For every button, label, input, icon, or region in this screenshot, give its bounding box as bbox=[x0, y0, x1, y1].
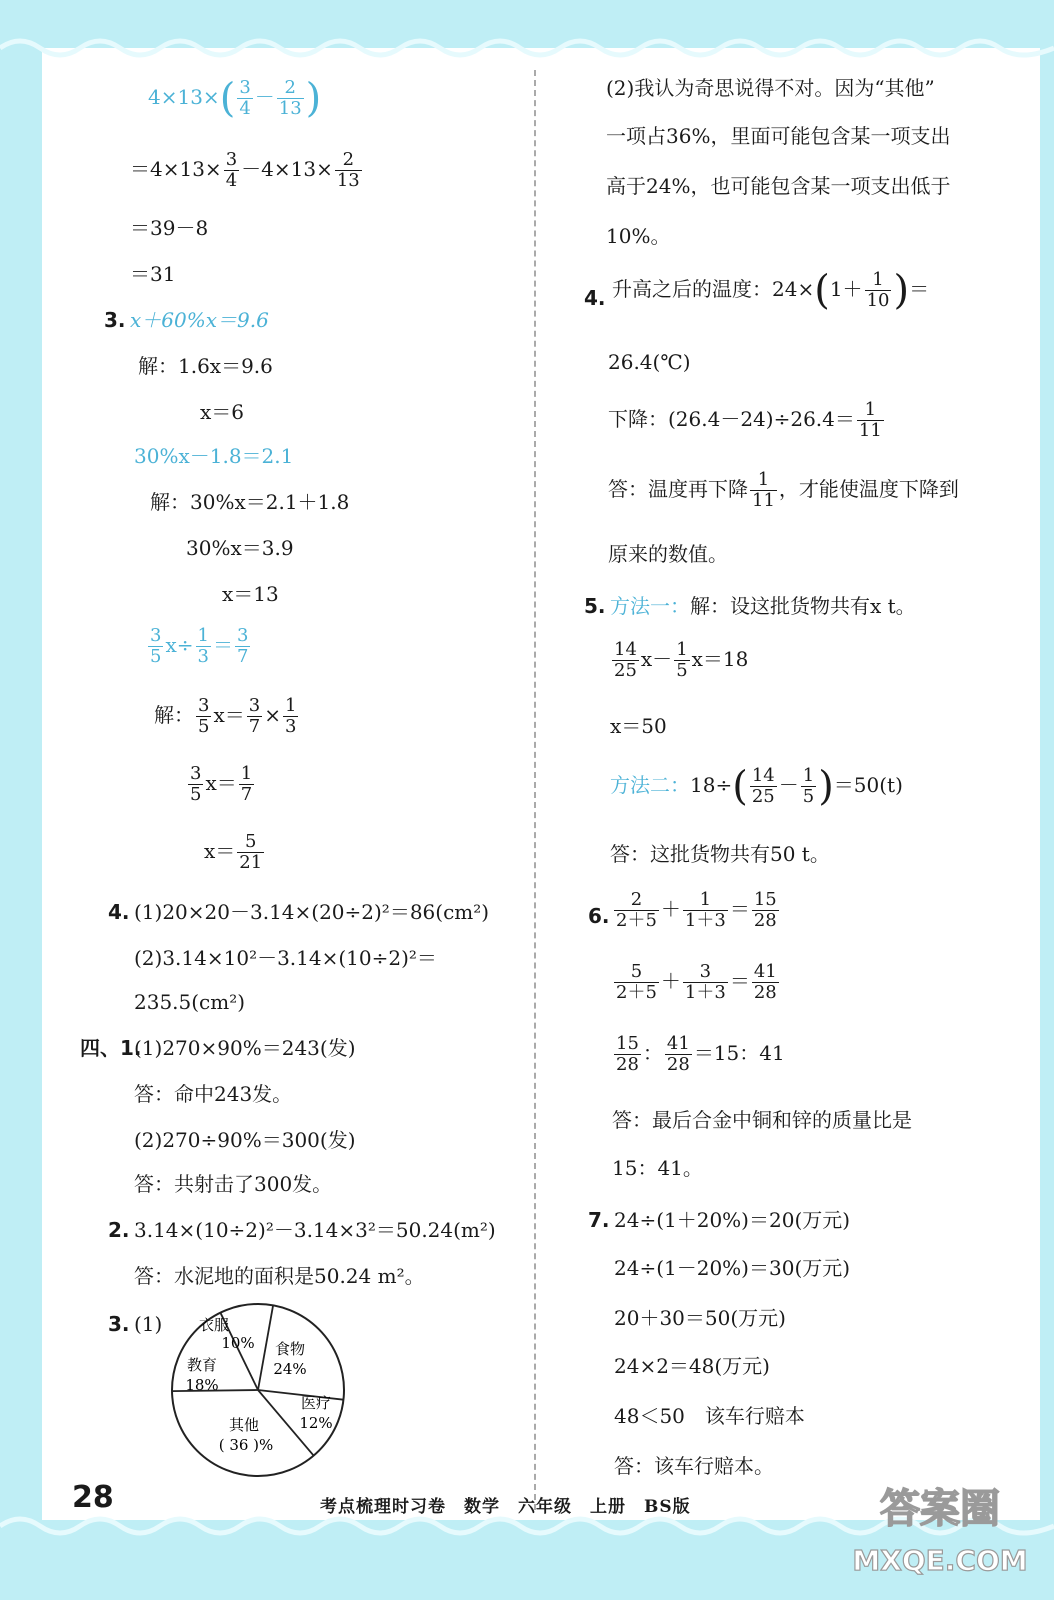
q3-equation-2: 30%x－1.8＝2.1 bbox=[134, 444, 294, 468]
q3-eq3-step-2: $\frac{3}{5}$ x＝ $\frac{1}{7}$ bbox=[190, 763, 253, 805]
q3-eq3-step-3: x＝ $\frac{5}{21}$ bbox=[204, 831, 263, 873]
expense-pie-chart bbox=[168, 1300, 348, 1480]
r-q7-a: 24÷(1＋20%)＝20(万元) bbox=[614, 1208, 851, 1232]
r-q6-b: $\frac{5}{2+5}$ ＋ $\frac{3}{1+3}$ ＝ $\frac{41}{28}$ bbox=[616, 961, 777, 1003]
q2-step-2: ＝39－8 bbox=[130, 216, 209, 240]
q3-equation-3: $\frac{3}{5}$ x÷ $\frac{1}{3}$ ＝ $\frac{3}{7}$ bbox=[150, 625, 249, 667]
pie-pct-food: 24% bbox=[273, 1360, 307, 1378]
r-q4-line-b: 26.4(℃) bbox=[608, 350, 691, 374]
s4-q3-label: 3. bbox=[108, 1312, 130, 1336]
r-q6-label: 6. bbox=[588, 904, 610, 928]
s4-q2-label: 2. bbox=[108, 1218, 130, 1242]
r-q7-f: 答：该车行赔本。 bbox=[614, 1454, 774, 1478]
s4-q2-b: 答：水泥地的面积是50.24 m²。 bbox=[134, 1264, 425, 1288]
q2-step-1: ＝4×13× $\frac{3}{4}$ －4×13× $\frac{2}{13}$ bbox=[130, 149, 360, 191]
r-q5-answer: 答：这批货物共有50 t。 bbox=[610, 842, 830, 866]
r-q4-line-a: 升高之后的温度：24×(1＋ $\frac{1}{10}$ )＝ bbox=[612, 267, 930, 314]
page-number: 28 bbox=[72, 1480, 114, 1515]
r-q4-label: 4. bbox=[584, 286, 606, 310]
footer-title: 考点梳理时习卷 数学 六年级 上册 BS版 bbox=[320, 1497, 691, 1517]
r-q5-method-1: 方法一：解：设这批货物共有x t。 bbox=[610, 594, 916, 618]
r-text-3: 高于24%，也可能包含某一项支出低于 bbox=[606, 174, 951, 198]
r-q7-b: 24÷(1－20%)＝30(万元) bbox=[614, 1256, 851, 1280]
pie-label-medical: 医疗 bbox=[300, 1394, 332, 1412]
pie-label-clothing: 衣服 bbox=[198, 1316, 230, 1334]
pie-pct-other: ( 36 )% bbox=[218, 1436, 274, 1454]
q3-eq3-step-1: 解： $\frac{3}{5}$ x＝ $\frac{3}{7}$ × $\frac{1}{3}$ bbox=[154, 695, 297, 737]
r-text-4: 10%。 bbox=[606, 224, 671, 248]
q3-eq2-step-3: x＝13 bbox=[222, 582, 279, 606]
pie-label-other: 其他 bbox=[228, 1416, 260, 1434]
q4-label: 4. bbox=[108, 900, 130, 924]
pie-label-food: 食物 bbox=[274, 1340, 306, 1358]
r-text-2: 一项占36%，里面可能包含某一项支出 bbox=[606, 124, 951, 148]
r-q6-c: $\frac{15}{28}$ ： $\frac{41}{28}$ ＝15：41 bbox=[616, 1033, 785, 1075]
r-q7-c: 20＋30＝50(万元) bbox=[614, 1306, 786, 1330]
q4-part-1: (1)20×20－3.14×(20÷2)²＝86(cm²) bbox=[134, 900, 490, 924]
r-q6-e: 15：41。 bbox=[612, 1156, 703, 1180]
s4-q2-a: 3.14×(10÷2)²－3.14×3²＝50.24(m²) bbox=[134, 1218, 496, 1242]
r-q6-a: $\frac{2}{2+5}$ ＋ $\frac{1}{1+3}$ ＝ $\frac{15}{28}$ bbox=[616, 889, 777, 931]
watermark-logo bbox=[850, 1470, 1030, 1590]
r-q7-e: 48＜50 该车行赔本 bbox=[614, 1404, 805, 1428]
section-4-label: 四、1. bbox=[80, 1036, 142, 1060]
r-text-1: (2)我认为奇思说得不对。因为“其他” bbox=[606, 76, 935, 100]
s4-q1-b: 答：命中243发。 bbox=[134, 1082, 293, 1106]
r-q4-line-d: 答：温度再下降 $\frac{1}{11}$ ，才能使温度下降到 bbox=[608, 469, 959, 511]
s4-q1-c: (2)270÷90%＝300(发) bbox=[134, 1128, 356, 1152]
pie-pct-clothing: 10% bbox=[221, 1334, 255, 1352]
pie-pct-medical: 12% bbox=[299, 1414, 333, 1432]
q4-part-2a: (2)3.14×10²－3.14×(10÷2)²＝ bbox=[134, 946, 437, 970]
pie-label-education: 教育 bbox=[186, 1356, 218, 1374]
frame-right bbox=[1040, 0, 1054, 1600]
q3-eq2-step-2: 30%x＝3.9 bbox=[186, 536, 294, 560]
r-q7-d: 24×2＝48(万元) bbox=[614, 1354, 770, 1378]
column-divider bbox=[534, 70, 536, 1510]
r-q7-label: 7. bbox=[588, 1208, 610, 1232]
watermark-text-2: MXQE.COM bbox=[852, 1544, 1028, 1577]
q3-equation-1: x＋60%x＝9.6 bbox=[130, 308, 269, 332]
q3-eq1-step-2: x＝6 bbox=[200, 400, 245, 424]
r-q4-line-e: 原来的数值。 bbox=[608, 542, 728, 566]
r-q4-line-c: 下降：(26.4－24)÷26.4＝ $\frac{1}{11}$ bbox=[608, 399, 882, 441]
q2-step-3: ＝31 bbox=[130, 262, 176, 286]
q4-part-2b: 235.5(cm²) bbox=[134, 990, 246, 1014]
r-q6-d: 答：最后合金中铜和锌的质量比是 bbox=[612, 1108, 912, 1132]
s4-q3-part-1: (1) bbox=[134, 1312, 163, 1336]
s4-q1-a: (1)270×90%＝243(发) bbox=[134, 1036, 356, 1060]
q3-eq1-step-1: 解：1.6x＝9.6 bbox=[138, 354, 273, 378]
wave-border-top bbox=[0, 34, 1054, 60]
r-q5-x: x＝50 bbox=[610, 714, 667, 738]
watermark-text-1: 答案圈 bbox=[880, 1486, 1000, 1532]
frame-left bbox=[0, 0, 42, 1600]
r-q5-method-2: 方法二：18÷( $\frac{14}{25}$ － $\frac{1}{5}$ )＝50(t) bbox=[610, 763, 903, 810]
r-q5-label: 5. bbox=[584, 594, 606, 618]
pie-pct-education: 18% bbox=[185, 1376, 219, 1394]
s4-q1-d: 答：共射击了300发。 bbox=[134, 1172, 333, 1196]
q3-label: 3. bbox=[104, 308, 126, 332]
q3-eq2-step-1: 解：30%x＝2.1＋1.8 bbox=[150, 490, 350, 514]
r-q5-equation: $\frac{14}{25}$ x－ $\frac{1}{5}$ x＝18 bbox=[614, 639, 749, 681]
q2-expression: 4×13×( $\frac{3}{4}$ － $\frac{2}{13}$ ) bbox=[148, 75, 322, 122]
